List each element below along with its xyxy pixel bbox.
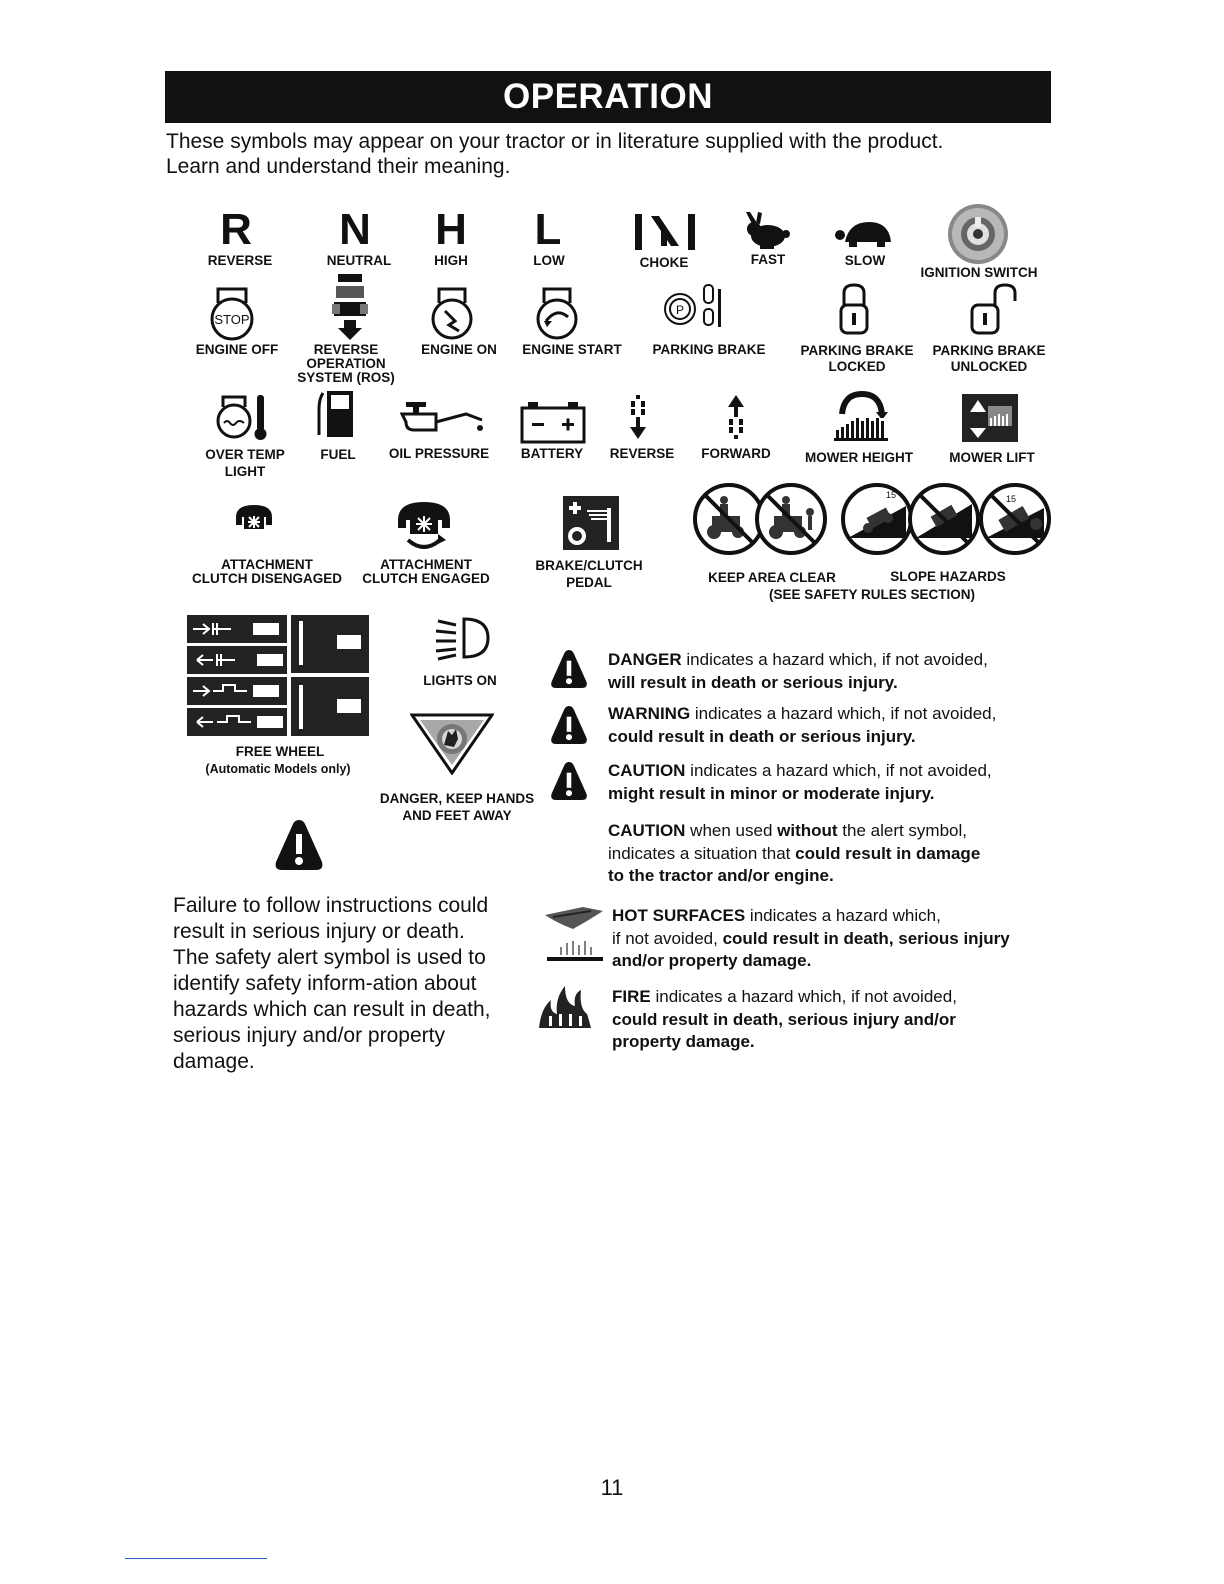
label-parking-brake: PARKING BRAKE (652, 342, 766, 357)
danger-word: DANGER (608, 650, 682, 669)
fire-rest: indicates a hazard which, if not avoided, (650, 987, 957, 1006)
danger-rest: indicates a hazard which, if not avoided, (681, 650, 988, 669)
label-att-dis-2: CLUTCH DISENGAGED (191, 571, 343, 586)
forward-arrow-icon (726, 393, 746, 441)
turtle-icon (833, 220, 895, 248)
neutral-letter: N (339, 205, 371, 254)
hot-rest: indicates a hazard which, (745, 906, 941, 925)
mower-lift-icon (962, 394, 1018, 442)
stop-text: STOP (214, 312, 250, 327)
caution2-word: CAUTION (608, 821, 686, 840)
label-battery: BATTERY (520, 446, 584, 461)
hot-surfaces-icon (543, 905, 605, 963)
parking-brake-locked-icon (838, 283, 870, 337)
keep-area-clear-icon (692, 482, 858, 556)
ros-tractor-icon (328, 272, 372, 342)
label-engine-start: ENGINE START (522, 342, 622, 357)
lights-on-icon (432, 613, 492, 663)
high-letter: H (435, 205, 467, 254)
label-pb-unlocked-2: UNLOCKED (950, 359, 1028, 374)
free-wheel-icon (187, 615, 369, 737)
intro-line-1: These symbols may appear on your tractor or in literature supplied with the product. (166, 130, 944, 153)
low-letter: L (534, 205, 562, 254)
hot-line2: if not avoided, (612, 928, 723, 948)
reverse-arrow-icon (628, 393, 648, 441)
label-slope-hazards: SLOPE HAZARDS (890, 569, 1006, 584)
label-low: LOW (533, 253, 565, 268)
hot-word: HOT SURFACES (612, 906, 746, 925)
slope-hazards-icon (840, 482, 1052, 556)
fuel-icon (317, 389, 357, 439)
slope-mark-2: 15 (1006, 494, 1017, 504)
caution2-bold1: could result in damage (795, 843, 981, 863)
label-oil-pressure: OIL PRESSURE (388, 446, 490, 461)
oil-pressure-icon (400, 400, 484, 436)
label-brake-clutch-1: BRAKE/CLUTCH (535, 558, 643, 573)
hot-surfaces-definition (612, 905, 1062, 973)
hot-bold2: and/or property damage. (612, 951, 812, 970)
p-text: P (675, 303, 685, 317)
label-engine-on: ENGINE ON (421, 342, 497, 357)
label-over-temp-1: OVER TEMP (205, 447, 285, 462)
label-ros-2: OPERATION (306, 356, 386, 371)
label-att-dis-1: ATTACHMENT (221, 557, 313, 572)
intro-line-2: Learn and understand their meaning. (166, 155, 511, 178)
attachment-clutch-disengaged-icon (234, 503, 274, 543)
slope-mark-1: 15 (886, 490, 897, 500)
fire-icon (535, 984, 595, 1030)
label-lights-on: LIGHTS ON (423, 673, 497, 688)
warning-word: WARNING (608, 704, 691, 723)
label-over-temp-2: LIGHT (224, 464, 266, 479)
caution-word: CAUTION (608, 761, 686, 780)
label-reverse: REVERSE (207, 253, 273, 268)
label-ignition-switch: IGNITION SWITCH (920, 265, 1038, 280)
ignition-switch-icon (945, 203, 1011, 265)
parking-brake-icon (662, 283, 726, 329)
label-pb-unlocked-1: PARKING BRAKE (932, 343, 1046, 358)
warning-definition (608, 703, 1058, 748)
battery-icon (520, 400, 586, 444)
label-pb-locked-1: PARKING BRAKE (800, 343, 914, 358)
caution2-bold2: to the tractor and/or engine. (608, 866, 834, 885)
caution-bold: might result in minor or moderate injury. (608, 783, 935, 803)
warning-rest: indicates a hazard which, if not avoided, (690, 704, 997, 723)
reverse-letter: R (220, 205, 252, 254)
engine-on-icon (425, 285, 479, 341)
footer-rule (125, 1558, 267, 1559)
engine-start-icon (530, 285, 584, 341)
safety-alert-icon (274, 818, 324, 872)
danger-definition (608, 649, 1058, 694)
page-number: 11 (600, 1475, 624, 1500)
label-fast: FAST (750, 252, 786, 267)
label-keep-hands-2: AND FEET AWAY (402, 808, 512, 823)
caution-no-symbol-definition (608, 820, 1058, 888)
label-mower-height: MOWER HEIGHT (805, 450, 913, 465)
caution2-a: when used (685, 821, 778, 840)
label-see-safety-rules: (SEE SAFETY RULES SECTION) (768, 587, 976, 602)
label-engine-off: ENGINE OFF (195, 342, 279, 357)
warning-alert-icon (550, 704, 588, 746)
label-att-eng-2: CLUTCH ENGAGED (362, 571, 490, 586)
attachment-clutch-engaged-icon (394, 500, 454, 556)
page-title-banner (165, 71, 1051, 123)
mower-height-icon (830, 390, 892, 442)
label-forward: FORWARD (701, 446, 771, 461)
brake-clutch-pedal-icon (563, 496, 619, 550)
label-ros-3: SYSTEM (ROS) (297, 370, 395, 385)
hot-bold: could result in death, serious injury (722, 928, 1010, 948)
fire-bold2: property damage. (612, 1032, 755, 1051)
fire-bold: could result in death, serious injury and/or (612, 1009, 956, 1029)
danger-bold: will result in death or serious injury. (608, 672, 898, 692)
label-ros-1: REVERSE (313, 342, 379, 357)
label-free-wheel: FREE WHEEL (235, 744, 325, 759)
label-keep-hands-1: DANGER, KEEP HANDS (379, 791, 535, 806)
label-choke: CHOKE (639, 255, 689, 270)
caution-rest: indicates a hazard which, if not avoided, (685, 761, 992, 780)
label-neutral: NEUTRAL (326, 253, 392, 268)
danger-alert-icon (550, 648, 588, 690)
label-pb-locked-2: LOCKED (828, 359, 886, 374)
page-title: OPERATION (503, 77, 713, 116)
engine-off-icon (204, 285, 260, 341)
fire-definition (612, 986, 1062, 1054)
label-brake-clutch-2: PEDAL (566, 575, 612, 590)
parking-brake-unlocked-icon (969, 283, 1027, 337)
label-keep-area-clear: KEEP AREA CLEAR (708, 570, 836, 585)
keep-hands-away-icon (410, 713, 494, 775)
rabbit-icon (742, 212, 792, 250)
warning-bold: could result in death or serious injury. (608, 726, 916, 746)
caution-alert-icon (550, 760, 588, 802)
caution2-c: indicates a situation that (608, 843, 796, 863)
label-free-wheel-note: (Automatic Models only) (205, 762, 351, 776)
intro-text (166, 129, 1046, 179)
caution2-b: the alert symbol, (837, 821, 968, 840)
label-att-eng-1: ATTACHMENT (380, 557, 472, 572)
fire-word: FIRE (612, 987, 651, 1006)
over-temp-icon (213, 393, 273, 441)
label-reverse-arrow: REVERSE (609, 446, 675, 461)
caution-definition (608, 760, 1058, 805)
label-fuel: FUEL (320, 447, 356, 462)
label-slow: SLOW (844, 253, 886, 268)
label-mower-lift: MOWER LIFT (949, 450, 1035, 465)
label-high: HIGH (434, 253, 468, 268)
choke-icon (633, 212, 697, 252)
caution2-without: without (777, 821, 838, 840)
failure-paragraph: Failure to follow instructions could result in serious injury or death. The safety alert symbol is used to identify safety inform-ation about hazards which can result in death, serious injury and/or property damage. (173, 894, 491, 1073)
